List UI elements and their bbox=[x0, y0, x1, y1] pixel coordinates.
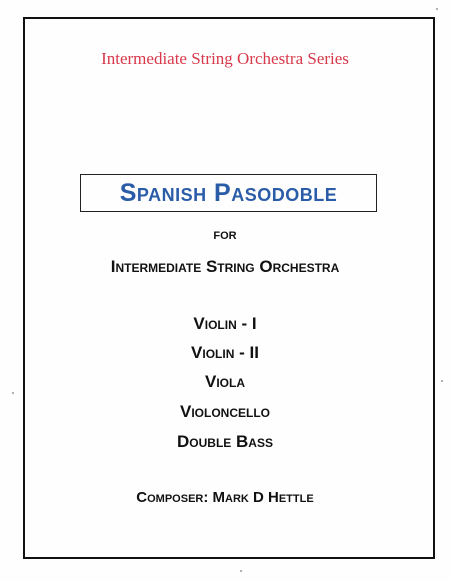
ensemble-label: Intermediate String Orchestra bbox=[110, 257, 340, 276]
instrument-part: Double Bass bbox=[177, 432, 273, 451]
instrument-part: Violin - II bbox=[191, 343, 259, 362]
title-box bbox=[80, 174, 377, 212]
piece-title: Spanish Pasodoble bbox=[119, 178, 338, 207]
scan-speck bbox=[12, 392, 14, 394]
composer-credit: Composer: Mark D Hettle bbox=[136, 489, 314, 506]
instrument-part: Viola bbox=[204, 372, 245, 391]
for-label: for bbox=[213, 226, 237, 243]
series-heading: Intermediate String Orchestra Series bbox=[101, 49, 349, 68]
scan-speck bbox=[436, 8, 438, 10]
page-border-frame bbox=[23, 17, 435, 559]
scan-speck bbox=[240, 570, 242, 572]
instrument-part: Violin - I bbox=[193, 314, 257, 333]
scan-speck bbox=[441, 380, 443, 382]
instrument-part: Violoncello bbox=[179, 402, 270, 421]
